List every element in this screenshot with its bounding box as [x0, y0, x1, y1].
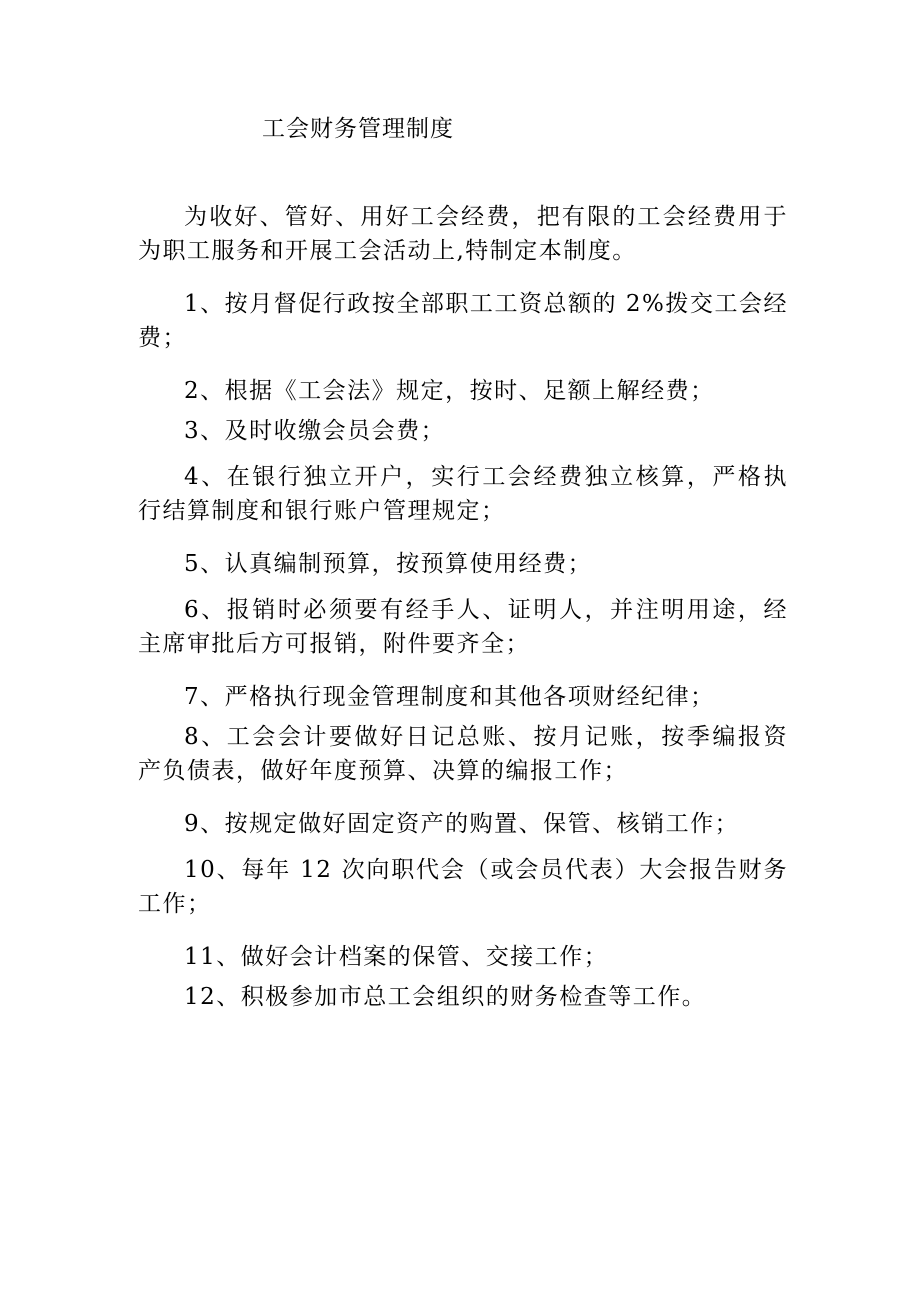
clause-12: 12、积极参加市总工会组织的财务检查等工作。 [184, 984, 707, 1010]
clause-3: 3、及时收缴会员会费； [184, 418, 446, 444]
intro-paragraph: 为收好、管好、用好工会经费，把有限的工会经费用于为职工服务和开展工会活动上,特制定本制度。 [138, 204, 788, 264]
clause-6: 6、报销时必须要有经手人、证明人，并注明用途，经主席审批后方可报销，附件要齐全； [138, 597, 788, 657]
clause-4: 4、在银行独立开户，实行工会经费独立核算，严格执行结算制度和银行账户管理规定； [138, 464, 788, 524]
clause-9: 9、按规定做好固定资产的购置、保管、核销工作； [184, 811, 740, 837]
clause-10: 10、每年 12 次向职代会（或会员代表）大会报告财务工作； [138, 857, 788, 917]
clause-11: 11、做好会计档案的保管、交接工作； [184, 944, 609, 970]
document-body [138, 200, 788, 1014]
document-title: 工会财务管理制度 [262, 116, 454, 142]
clause-5: 5、认真编制预算，按预算使用经费； [184, 551, 593, 577]
clause-2: 2、根据《工会法》规定，按时、足额上解经费； [184, 378, 715, 404]
clause-8: 8、工会会计要做好日记总账、按月记账，按季编报资产负债表，做好年度预算、决算的编报工作； [138, 724, 788, 784]
clause-1: 1、按月督促行政按全部职工工资总额的 2%拨交工会经费； [138, 291, 788, 351]
clause-7: 7、严格执行现金管理制度和其他各项财经纪律； [184, 684, 715, 710]
